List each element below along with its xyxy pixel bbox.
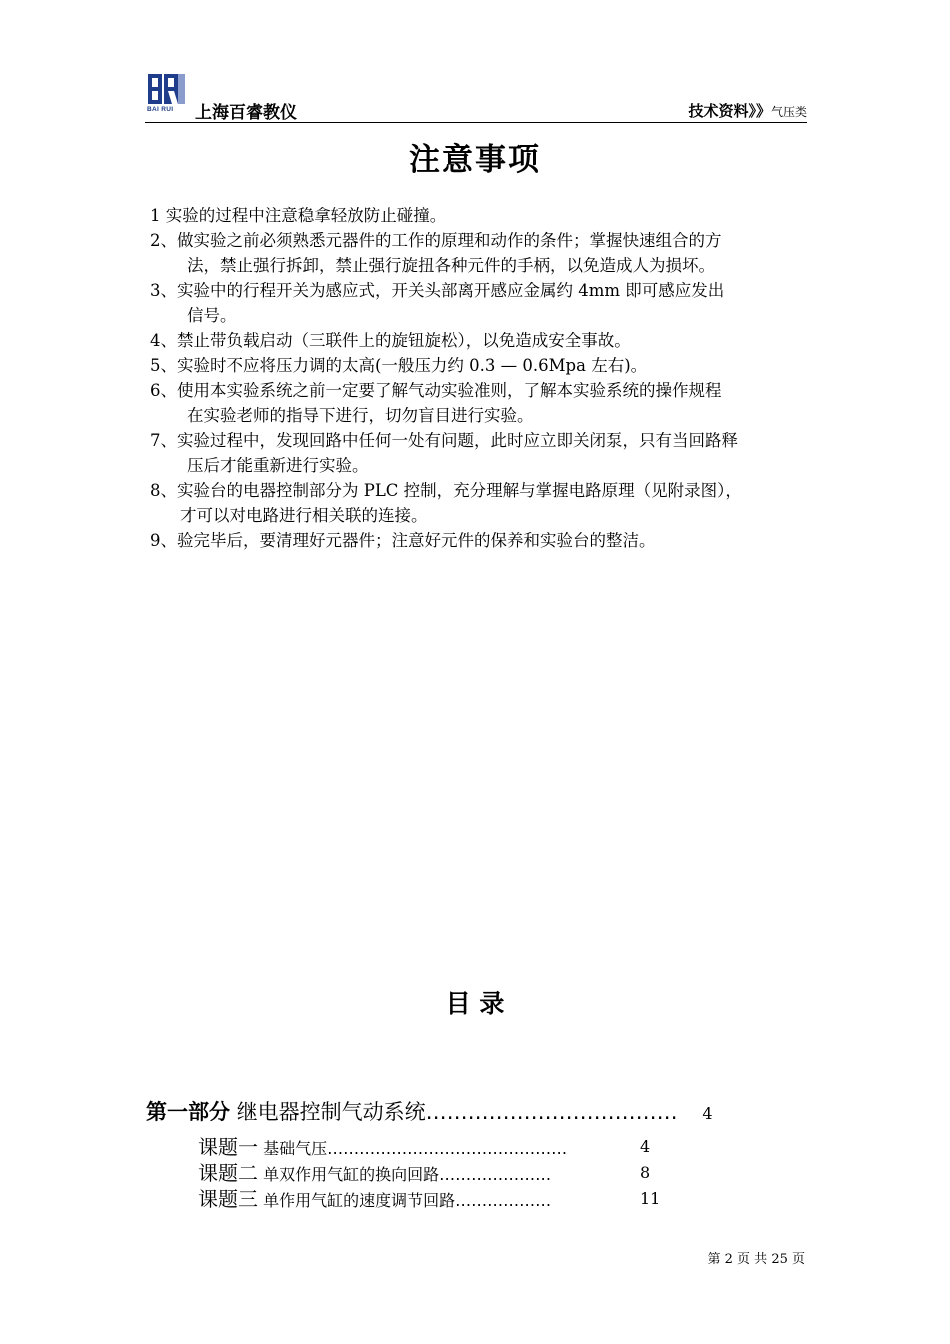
toc-part-name: 第一部分	[146, 1100, 230, 1124]
doc-category: 气压类	[770, 105, 807, 119]
toc-items	[198, 1134, 661, 1212]
note-item: 6、使用本实验系统之前一定要了解气动实验准则，了解本实验系统的操作规程 在实验老师的指导下进行，切勿盲目进行实验。	[150, 381, 722, 425]
note-item: 7、实验过程中，发现回路中任何一处有问题，此时应立即关闭泵，只有当回路释 压后才能重新进行实验。	[150, 431, 738, 475]
toc-item[interactable]: 课题三 单作用气缸的速度调节回路……………… 11	[198, 1187, 661, 1211]
toc-part-page: 4	[702, 1104, 713, 1123]
page-title: 注意事项	[409, 142, 541, 178]
toc-part-entry[interactable]	[146, 1096, 713, 1126]
logo-text: BAI RUI	[147, 106, 174, 113]
note-item: 9、验完毕后，要清理好元器件；注意好元件的保养和实验台的整洁。	[150, 531, 656, 550]
company-name: 上海百睿教仪	[195, 103, 297, 123]
note-item: 4、禁止带负载启动（三联件上的旋钮旋松），以免造成安全事故。	[150, 331, 631, 350]
note-item: 1 实验的过程中注意稳拿轻放防止碰撞。	[150, 206, 447, 225]
note-item: 5、实验时不应将压力调的太高(一般压力约 0.3 — 0.6Mpa 左右)。	[150, 356, 648, 375]
doc-type: 技术资料》》	[688, 102, 771, 120]
toc-title: 目 录	[445, 989, 505, 1018]
toc-item[interactable]: 课题二 单双作用气缸的换向回路………………… 8	[198, 1161, 651, 1185]
toc-part-subtitle: 继电器控制气动系统………………………………	[236, 1100, 678, 1124]
note-item: 8、实验台的电器控制部分为 PLC 控制，充分理解与掌握电路原理（见附录图）， 才可以对电路进行相关联的连接。	[150, 481, 742, 525]
note-item: 2、做实验之前必须熟悉元器件的工作的原理和动作的条件；掌握快速组合的方 法，禁止强行拆卸，禁止强行旋扭各种元件的手柄，以免造成人为损坏。	[150, 231, 722, 275]
header-doc-type	[688, 100, 807, 121]
bairui-logo	[145, 72, 195, 122]
note-item: 3、实验中的行程开关为感应式，开关头部离开感应金属约 4mm 即可感应发出 信号。	[150, 281, 725, 325]
page-footer: 第 2 页 共 25 页	[707, 1252, 805, 1267]
page-header	[145, 68, 807, 123]
toc-item[interactable]: 课题一 基础气压……………………………………… 4	[198, 1135, 651, 1159]
notes-list	[150, 203, 815, 553]
